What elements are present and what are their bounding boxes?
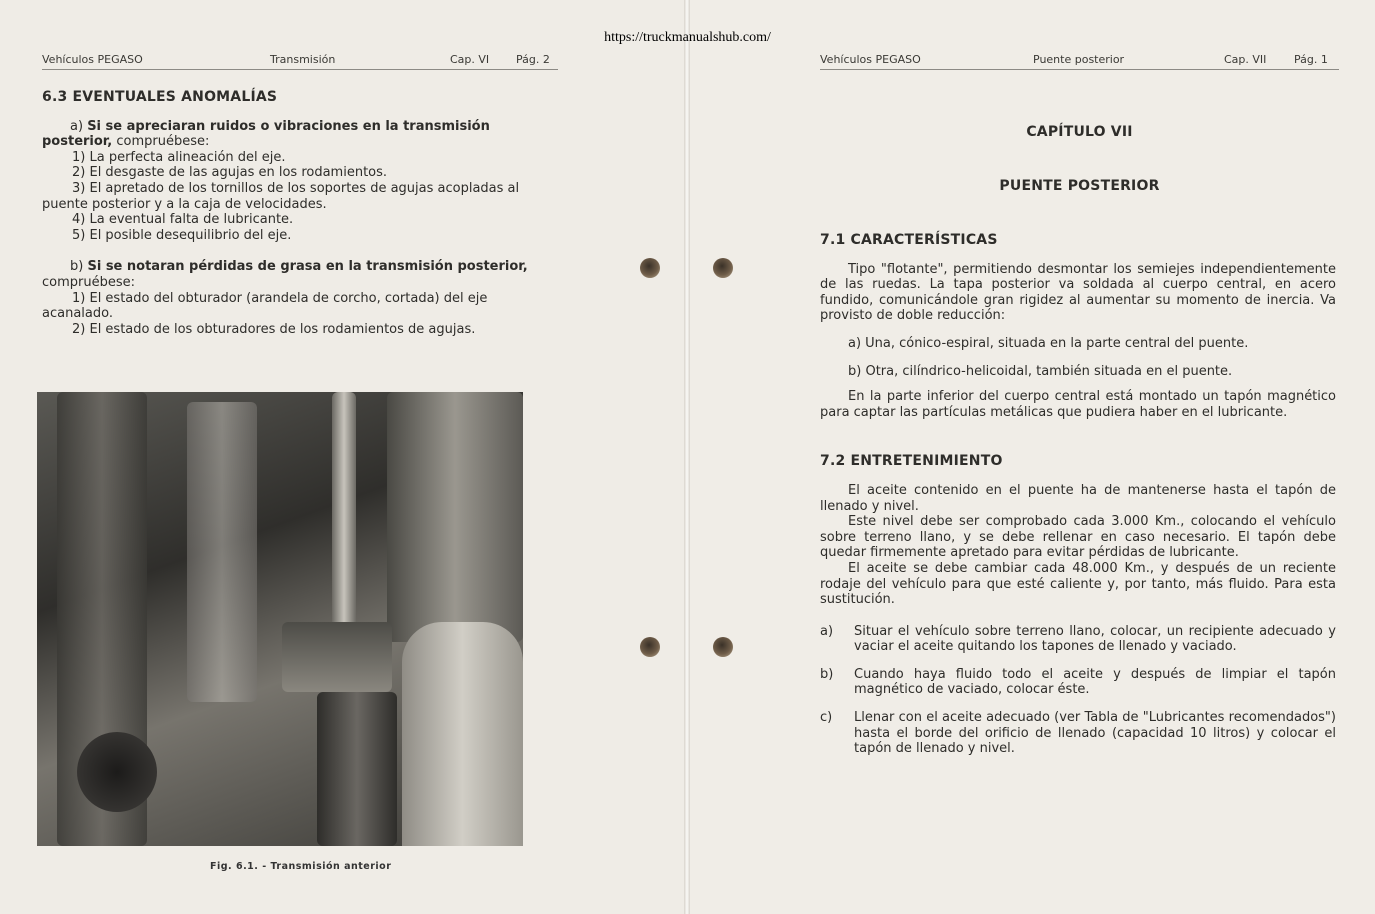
a-item: 4) La eventual falta de lubricante. xyxy=(72,212,294,228)
s2-item xyxy=(820,710,1336,757)
s2-item-letter: a) xyxy=(820,623,834,639)
left-header-brand: Vehículos PEGASO xyxy=(42,53,143,66)
s2-item-text: Llenar con el aceite adecuado (ver Tabla de "Lubricantes recomendados") hasta el borde del orificio de llenado (capacidad 10 litros) y colocar el tapón de llenado y nivel. xyxy=(854,710,1336,757)
s2-item-letter: c) xyxy=(820,710,833,726)
b-item: 2) El estado de los obturadores de los rodamientos de agujas. xyxy=(72,321,476,337)
left-body xyxy=(42,90,554,337)
s2-item-letter: b) xyxy=(820,666,834,682)
transmission-photo xyxy=(37,392,523,846)
chapter-title: CAPÍTULO VII xyxy=(1026,124,1133,140)
s2-item xyxy=(820,667,1336,698)
right-running-header xyxy=(820,53,1339,70)
binder-hole xyxy=(713,258,733,278)
a-item: 3) El apretado de los tornillos de los soportes de agujas acopladas al puente posterior y a la caja de velocidades. xyxy=(42,180,520,212)
s2-item-text: Situar el vehículo sobre terreno llano, colocar, un recipiente adecuado y vaciar el aceite quitando los tapones de llenado y vaciado. xyxy=(854,623,1336,655)
s2-item xyxy=(820,624,1336,655)
s2-heading: 7.2 ENTRETENIMIENTO xyxy=(820,453,1003,470)
right-header-brand: Vehículos PEGASO xyxy=(820,53,921,66)
a-item: 2) El desgaste de las agujas en los rodamientos. xyxy=(72,165,388,181)
source-url[interactable]: https://truckmanualshub.com/ xyxy=(604,30,771,45)
s1-paragraph: Tipo "flotante", permitiendo desmontar los semiejes independientemente de las ruedas. La tapa posterior va soldada al cuerpo central, en acero fundido, comunicándole gran rigidez al aumentar su momento de inercia. Va provisto de doble reducción: xyxy=(820,261,1336,324)
book-gutter xyxy=(684,0,690,914)
left-header-section: Transmisión xyxy=(270,53,336,66)
s1-heading: 7.1 CARACTERÍSTICAS xyxy=(820,232,998,248)
s2-paragraph: El aceite contenido en el puente ha de mantenerse hasta el tapón de llenado y nivel. xyxy=(820,482,1336,514)
b-intro-rest: compruébese: xyxy=(42,274,135,290)
b-intro-bold: Si se notaran pérdidas de grasa en la transmisión posterior, xyxy=(87,259,528,275)
right-header-chapter: Cap. VII xyxy=(1224,53,1267,66)
right-body xyxy=(820,233,1336,757)
s2-paragraph: Este nivel debe ser comprobado cada 3.000 Km., colocando el vehículo sobre terreno llano, y se debe rellenar en caso necesario. El tapón debe quedar firmemente apretado para evitar pérdidas de lubricante. xyxy=(820,514,1336,561)
b-intro-letter: b) xyxy=(70,259,84,275)
s1-paragraph: En la parte inferior del cuerpo central está montado un tapón magnético para captar las partículas metálicas que pudiera haber en el lubricante. xyxy=(820,389,1336,420)
right-header-section: Puente posterior xyxy=(1033,53,1125,66)
binder-hole xyxy=(640,637,660,657)
left-header-page: Pág. 2 xyxy=(516,53,550,66)
a-intro-rest: compruébese: xyxy=(116,134,210,150)
a-item: 1) La perfecta alineación del eje. xyxy=(72,149,286,165)
binder-hole xyxy=(640,258,660,278)
s2-paragraph: El aceite se debe cambiar cada 48.000 Km., y después de un reciente rodaje del vehículo para que esté caliente y, por tanto, más fluido. Para esta sustitución. xyxy=(820,560,1336,608)
left-header-chapter: Cap. VI xyxy=(450,53,490,66)
left-running-header xyxy=(42,53,558,70)
s1-item-a: a) Una, cónico-espiral, situada en la parte central del puente. xyxy=(848,335,1249,351)
a-intro-letter: a) xyxy=(70,118,84,134)
left-section-heading: 6.3 EVENTUALES ANOMALÍAS xyxy=(42,89,278,105)
b-item: 1) El estado del obturador (arandela de corcho, cortada) del eje acanalado. xyxy=(42,290,488,322)
binder-hole xyxy=(713,637,733,657)
s1-item-b: b) Otra, cilíndrico-helicoidal, también situada en el puente. xyxy=(848,363,1233,379)
s2-item-text: Cuando haya fluido todo el aceite y después de limpiar el tapón magnético de vaciado, colocar éste. xyxy=(854,666,1336,698)
a-intro-bold: Si se apreciaran ruidos o vibraciones en la transmisión posterior, xyxy=(42,118,490,150)
a-item: 5) El posible desequilibrio del eje. xyxy=(72,227,292,243)
a-intro xyxy=(42,119,554,150)
b-intro xyxy=(42,259,554,290)
right-header-page: Pág. 1 xyxy=(1294,53,1328,66)
chapter-subtitle: PUENTE POSTERIOR xyxy=(999,178,1160,194)
figure-caption: Fig. 6.1. - Transmisión anterior xyxy=(210,861,392,872)
